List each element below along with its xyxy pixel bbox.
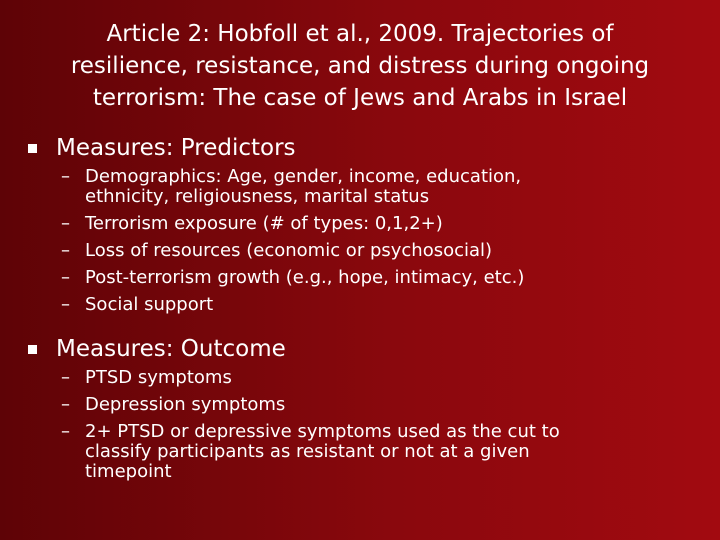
section-heading-text: Measures: Predictors <box>56 135 296 161</box>
list-item-text: Post-terrorism growth (e.g., hope, intimacy, etc.) <box>85 267 525 288</box>
list-item-text: Terrorism exposure (# of types: 0,1,2+) <box>85 213 443 234</box>
title-line: terrorism: The case of Jews and Arabs in Israel <box>92 85 628 111</box>
outcome-list <box>28 368 708 482</box>
slide-title <box>30 18 690 114</box>
list-item-text: Demographics: Age, gender, income, education, <box>85 166 522 187</box>
list-item-text: Social support <box>85 294 214 315</box>
section-outcome <box>28 334 708 489</box>
title-line: Article 2: Hobfoll et al., 2009. Trajectories of <box>106 21 614 47</box>
section-heading <box>28 133 708 163</box>
dash-bullet-icon: – <box>61 294 70 315</box>
list-item <box>28 241 708 261</box>
section-heading <box>28 334 708 364</box>
list-item <box>28 295 708 315</box>
list-item <box>28 268 708 288</box>
list-item-text: ethnicity, religiousness, marital status <box>85 186 430 207</box>
section-predictors <box>28 133 708 322</box>
dash-bullet-icon: – <box>61 367 70 388</box>
square-bullet-icon <box>28 345 37 354</box>
dash-bullet-icon: – <box>61 267 70 288</box>
list-item-text: timepoint <box>85 461 172 482</box>
list-item <box>28 167 708 207</box>
dash-bullet-icon: – <box>61 394 70 415</box>
dash-bullet-icon: – <box>61 240 70 261</box>
section-heading-text: Measures: Outcome <box>56 336 286 362</box>
dash-bullet-icon: – <box>61 213 70 234</box>
list-item <box>28 395 708 415</box>
list-item-text: 2+ PTSD or depressive symptoms used as the cut to <box>85 421 560 442</box>
list-item-text: classify participants as resistant or not at a given <box>85 441 530 462</box>
title-line: resilience, resistance, and distress during ongoing <box>70 53 650 79</box>
list-item <box>28 368 708 388</box>
square-bullet-icon <box>28 144 37 153</box>
dash-bullet-icon: – <box>61 166 70 187</box>
dash-bullet-icon: – <box>61 421 70 442</box>
list-item-text: PTSD symptoms <box>85 367 232 388</box>
list-item <box>28 214 708 234</box>
list-item-text: Loss of resources (economic or psychosocial) <box>85 240 493 261</box>
list-item <box>28 422 708 482</box>
predictors-list <box>28 167 708 315</box>
list-item-text: Depression symptoms <box>85 394 286 415</box>
